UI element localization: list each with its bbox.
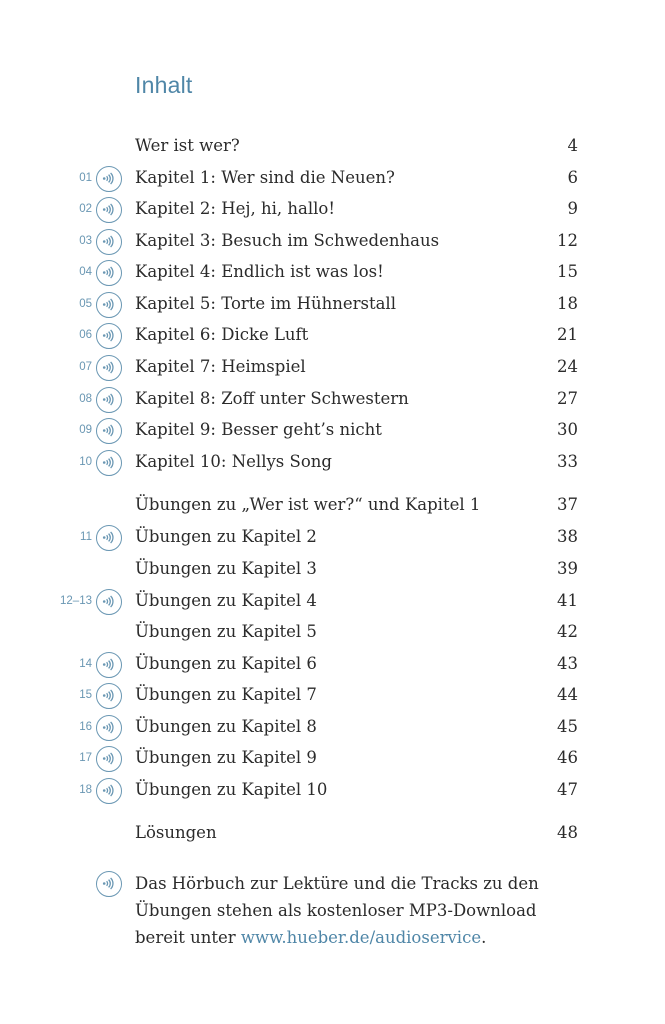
track-number: 12–13 — [60, 595, 92, 607]
track-number: 05 — [79, 298, 92, 310]
toc-entry-page-number: 42 — [557, 622, 578, 641]
toc-entry-page-number: 33 — [557, 452, 578, 471]
audio-track-icon — [96, 260, 122, 286]
track-number: 16 — [79, 721, 92, 733]
audio-track-icon — [96, 292, 122, 318]
toc-entry[interactable] — [0, 257, 665, 289]
audioservice-link[interactable]: www.hueber.de/audioservice — [240, 928, 482, 947]
toc-entry[interactable] — [0, 617, 665, 649]
toc-entry-label: Übungen zu Kapitel 9 — [135, 748, 317, 767]
toc-entry-label: Übungen zu Kapitel 7 — [135, 685, 317, 704]
toc-entry-label: Kapitel 10: Nellys Song — [135, 452, 332, 471]
audio-track-icon — [96, 229, 122, 255]
toc-entry[interactable] — [0, 490, 665, 522]
audio-track-icon — [96, 525, 122, 551]
toc-entry-page-number: 48 — [557, 823, 578, 842]
toc-entry-label: Übungen zu Kapitel 3 — [135, 559, 317, 578]
toc-entry-page-number: 27 — [557, 389, 578, 408]
toc-entry[interactable] — [0, 289, 665, 321]
track-number: 08 — [79, 393, 92, 405]
toc-entry-page-number: 4 — [567, 136, 578, 155]
toc-entry-page-number: 18 — [557, 294, 578, 313]
toc-entry-page-number: 6 — [567, 168, 578, 187]
toc-entry[interactable] — [0, 415, 665, 447]
note-line-1: Das Hörbuch zur Lektüre und die Tracks zu den — [135, 874, 539, 893]
toc-entry[interactable] — [0, 586, 665, 618]
toc-entry-page-number: 39 — [557, 559, 578, 578]
toc-entry-page-number: 43 — [557, 654, 578, 673]
toc-entry[interactable] — [0, 818, 665, 850]
audio-track-icon — [96, 715, 122, 741]
toc-entry-page-number: 9 — [567, 199, 578, 218]
toc-entry-page-number: 46 — [557, 748, 578, 767]
toc-entry[interactable] — [0, 226, 665, 258]
toc-entry-page-number: 44 — [557, 685, 578, 704]
toc-entry[interactable] — [0, 680, 665, 712]
note-text — [135, 870, 575, 951]
toc-entry[interactable] — [0, 131, 665, 163]
toc-entry-label: Kapitel 8: Zoff unter Schwestern — [135, 389, 409, 408]
toc-entry-label: Übungen zu Kapitel 4 — [135, 591, 317, 610]
track-number: 14 — [79, 658, 92, 670]
toc-entry-page-number: 24 — [557, 357, 578, 376]
track-number: 10 — [79, 456, 92, 468]
audio-track-icon — [96, 450, 122, 476]
toc-entry-page-number: 41 — [557, 591, 578, 610]
audio-track-icon — [96, 323, 122, 349]
audio-track-icon — [96, 778, 122, 804]
toc-entry[interactable] — [0, 194, 665, 226]
toc-entry-label: Kapitel 9: Besser geht’s nicht — [135, 420, 382, 439]
toc-entry-label: Übungen zu Kapitel 2 — [135, 527, 317, 546]
audio-track-icon — [96, 387, 122, 413]
toc-entry[interactable] — [0, 447, 665, 479]
toc-entry-label: Kapitel 3: Besuch im Schwedenhaus — [135, 231, 440, 250]
audio-track-icon — [96, 683, 122, 709]
audio-track-icon — [96, 652, 122, 678]
toc-entry[interactable] — [0, 554, 665, 586]
toc-entry[interactable] — [0, 775, 665, 807]
toc-entry[interactable] — [0, 163, 665, 195]
toc-entry[interactable] — [0, 743, 665, 775]
toc-entry-label: Kapitel 2: Hej, hi, hallo! — [135, 199, 335, 218]
toc-entry-page-number: 15 — [557, 262, 578, 281]
toc-entry[interactable] — [0, 649, 665, 681]
toc-entry-label: Übungen zu „Wer ist wer?“ und Kapitel 1 — [135, 495, 481, 514]
toc-entry-label: Kapitel 1: Wer sind die Neuen? — [135, 168, 395, 187]
note-line-3-suffix: . — [481, 928, 487, 947]
track-number: 18 — [79, 784, 92, 796]
toc-entry-page-number: 45 — [557, 717, 578, 736]
track-number: 01 — [79, 172, 92, 184]
toc-entry[interactable] — [0, 352, 665, 384]
toc-entry-page-number: 37 — [557, 495, 578, 514]
toc-entry-label: Kapitel 4: Endlich ist was los! — [135, 262, 384, 281]
track-number: 15 — [79, 689, 92, 701]
toc-entry-page-number: 30 — [557, 420, 578, 439]
audio-download-note — [0, 868, 665, 958]
toc-entry-label: Übungen zu Kapitel 10 — [135, 780, 328, 799]
toc-entry-label: Übungen zu Kapitel 5 — [135, 622, 317, 641]
toc-entry-page-number: 38 — [557, 527, 578, 546]
toc-entry[interactable] — [0, 522, 665, 554]
audio-track-icon — [96, 166, 122, 192]
toc-entry-label: Kapitel 5: Torte im Hühnerstall — [135, 294, 396, 313]
track-number: 03 — [79, 235, 92, 247]
track-number: 17 — [79, 752, 92, 764]
audio-track-icon — [96, 589, 122, 615]
track-number: 11 — [80, 531, 92, 543]
audio-track-icon — [96, 746, 122, 772]
toc-entry[interactable] — [0, 384, 665, 416]
toc-entry-page-number: 21 — [557, 325, 578, 344]
toc-entry-label: Kapitel 6: Dicke Luft — [135, 325, 309, 344]
audio-track-icon — [96, 355, 122, 381]
toc-entry[interactable] — [0, 320, 665, 352]
audio-track-icon — [96, 871, 122, 897]
track-number: 02 — [79, 203, 92, 215]
note-line-3-prefix: bereit unter — [135, 928, 241, 947]
toc-entry-label: Kapitel 7: Heimspiel — [135, 357, 306, 376]
toc-entry-label: Übungen zu Kapitel 6 — [135, 654, 317, 673]
track-number: 07 — [79, 361, 92, 373]
audio-track-icon — [96, 197, 122, 223]
toc-entry-page-number: 12 — [557, 231, 578, 250]
track-number: 06 — [79, 329, 92, 341]
toc-entry-label: Wer ist wer? — [135, 136, 240, 155]
toc-entry[interactable] — [0, 712, 665, 744]
track-number: 09 — [79, 424, 92, 436]
toc-entry-page-number: 47 — [557, 780, 578, 799]
track-number: 04 — [79, 266, 92, 278]
note-line-2: Übungen stehen als kostenloser MP3-Download — [135, 901, 537, 920]
page-title: Inhalt — [135, 72, 193, 98]
toc-entry-label: Übungen zu Kapitel 8 — [135, 717, 317, 736]
toc-entry-label: Lösungen — [135, 823, 217, 842]
audio-track-icon — [96, 418, 122, 444]
